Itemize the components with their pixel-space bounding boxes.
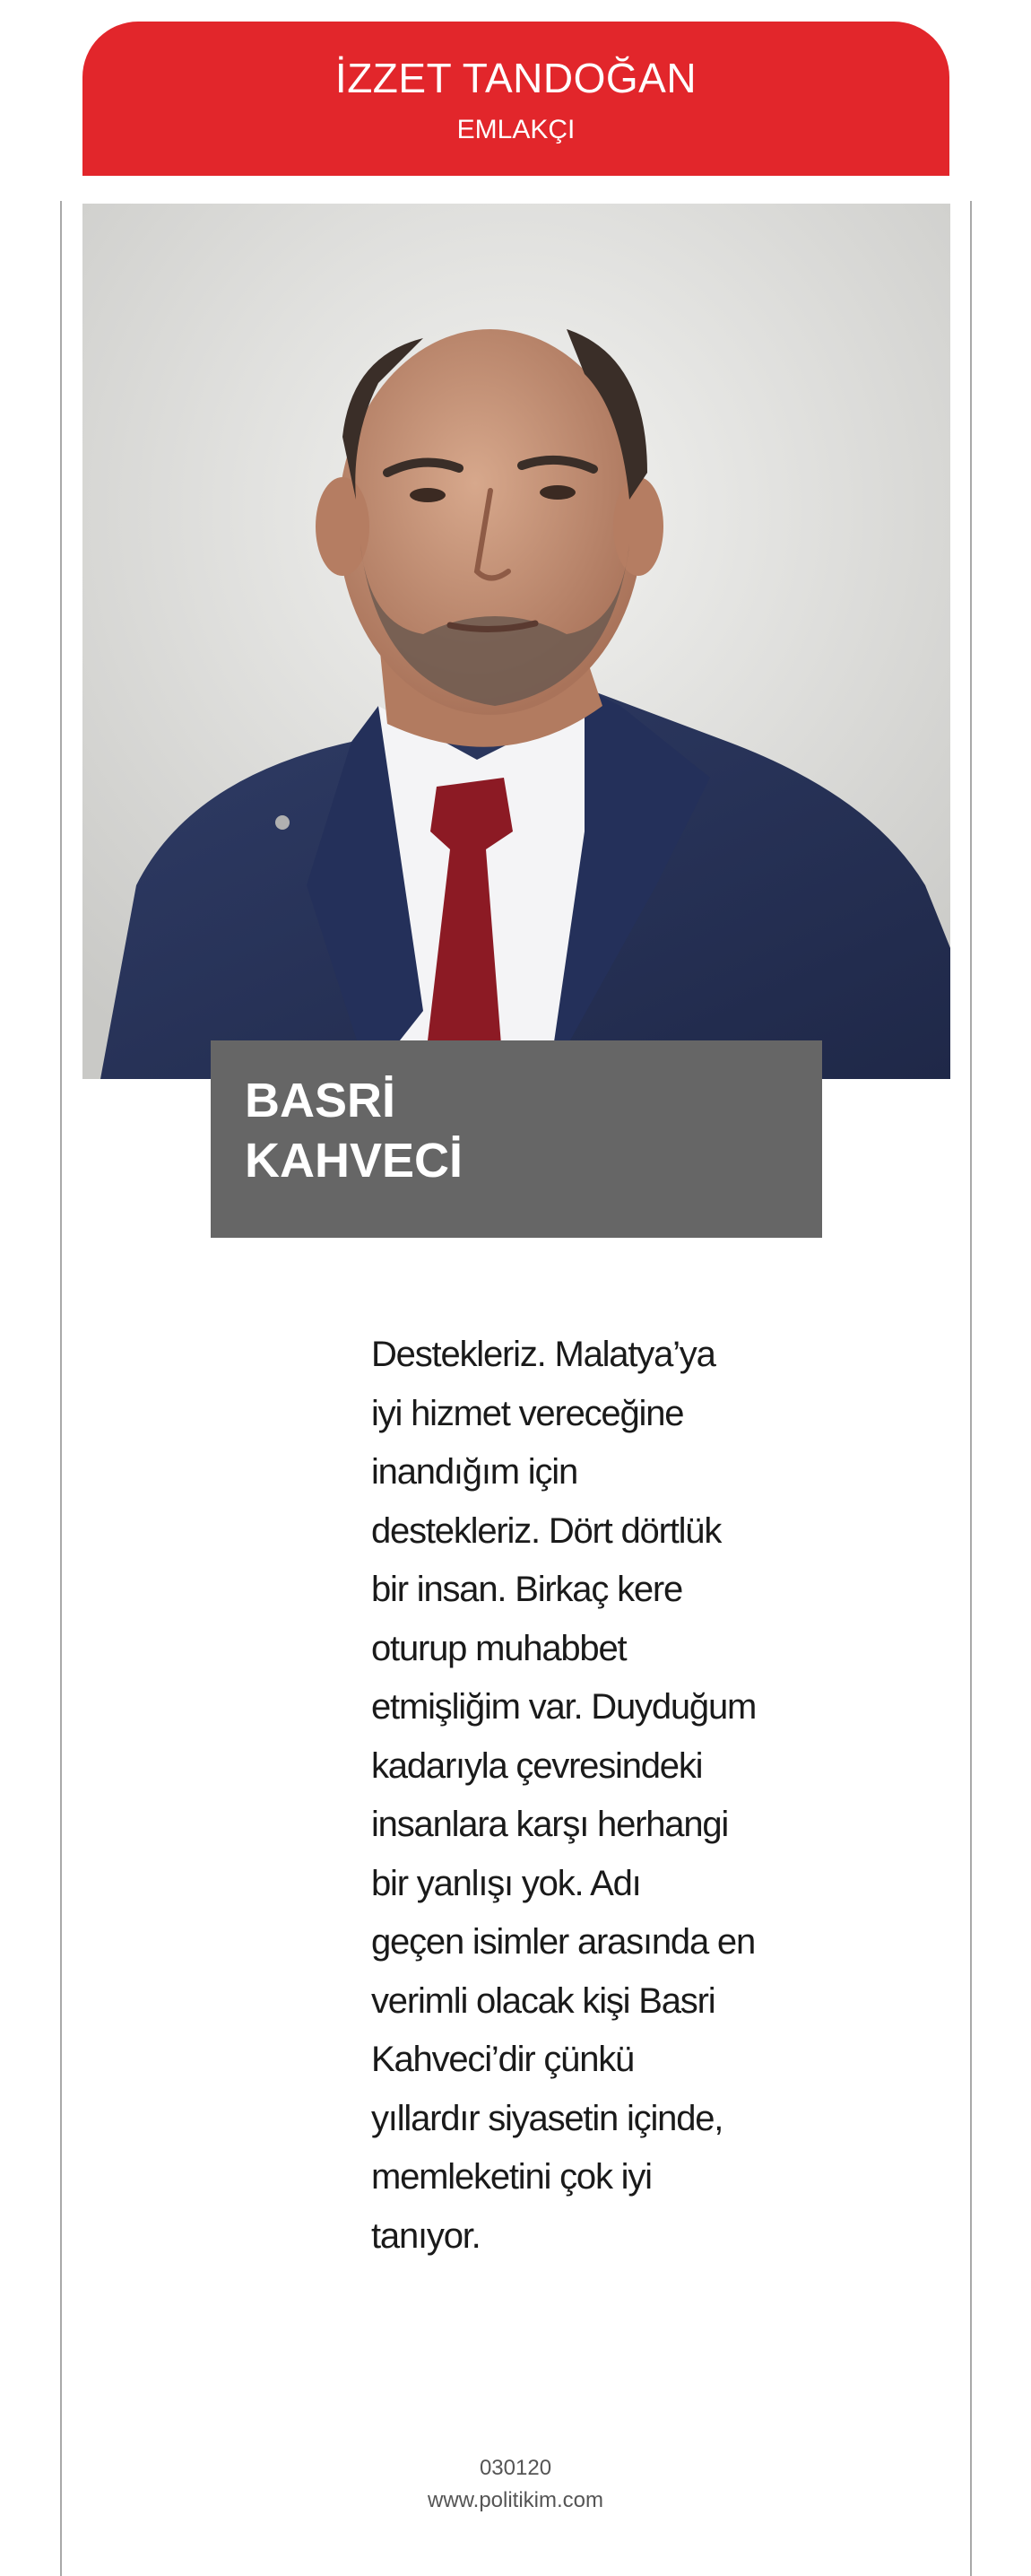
- portrait-photo: [82, 204, 950, 1079]
- quote-line: memleketini çok iyi: [371, 2157, 652, 2197]
- quote-line: yıllardır siyasetin içinde,: [371, 2098, 723, 2138]
- website-link: www.politikim.com: [427, 2488, 604, 2512]
- candidate-first-name: BASRİ: [245, 1074, 396, 1127]
- respondent-name: İZZET TANDOĞAN: [334, 55, 697, 101]
- quote-line: verimli olacak kişi Basri: [371, 1980, 715, 2021]
- quote-line: tanıyor.: [371, 2215, 481, 2256]
- quote-line: iyi hizmet vereceğine: [371, 1393, 684, 1433]
- left-frame-line: [60, 201, 62, 2576]
- candidate-nameplate: [211, 1040, 822, 1238]
- page-code: 030120: [479, 2456, 552, 2480]
- quote-line: destekleriz. Dört dörtlük: [371, 1510, 722, 1551]
- quote-line: etmişliğim var. Duyduğum: [371, 1687, 757, 1727]
- quote-line: inandığım için: [371, 1452, 577, 1492]
- quote-line: insanlara karşı herhangi: [371, 1805, 729, 1844]
- quote-line: bir yanlışı yok. Adı: [371, 1863, 641, 1903]
- quote-line: geçen isimler arasında en: [371, 1922, 756, 1962]
- quote-line: kadarıyla çevresindeki: [371, 1745, 703, 1786]
- quote-line: Destekleriz. Malatya’ya: [371, 1335, 715, 1374]
- right-frame-line: [970, 201, 972, 2576]
- quote-line: Kahveci’dir çünkü: [371, 2040, 635, 2079]
- respondent-occupation: EMLAKÇI: [456, 115, 576, 144]
- quote-line: bir insan. Birkaç kere: [371, 1570, 683, 1609]
- quote-line: oturup muhabbet: [371, 1628, 627, 1668]
- candidate-last-name: KAHVECİ: [245, 1134, 464, 1188]
- quote-text: [371, 1326, 837, 2266]
- header-banner: [82, 22, 949, 176]
